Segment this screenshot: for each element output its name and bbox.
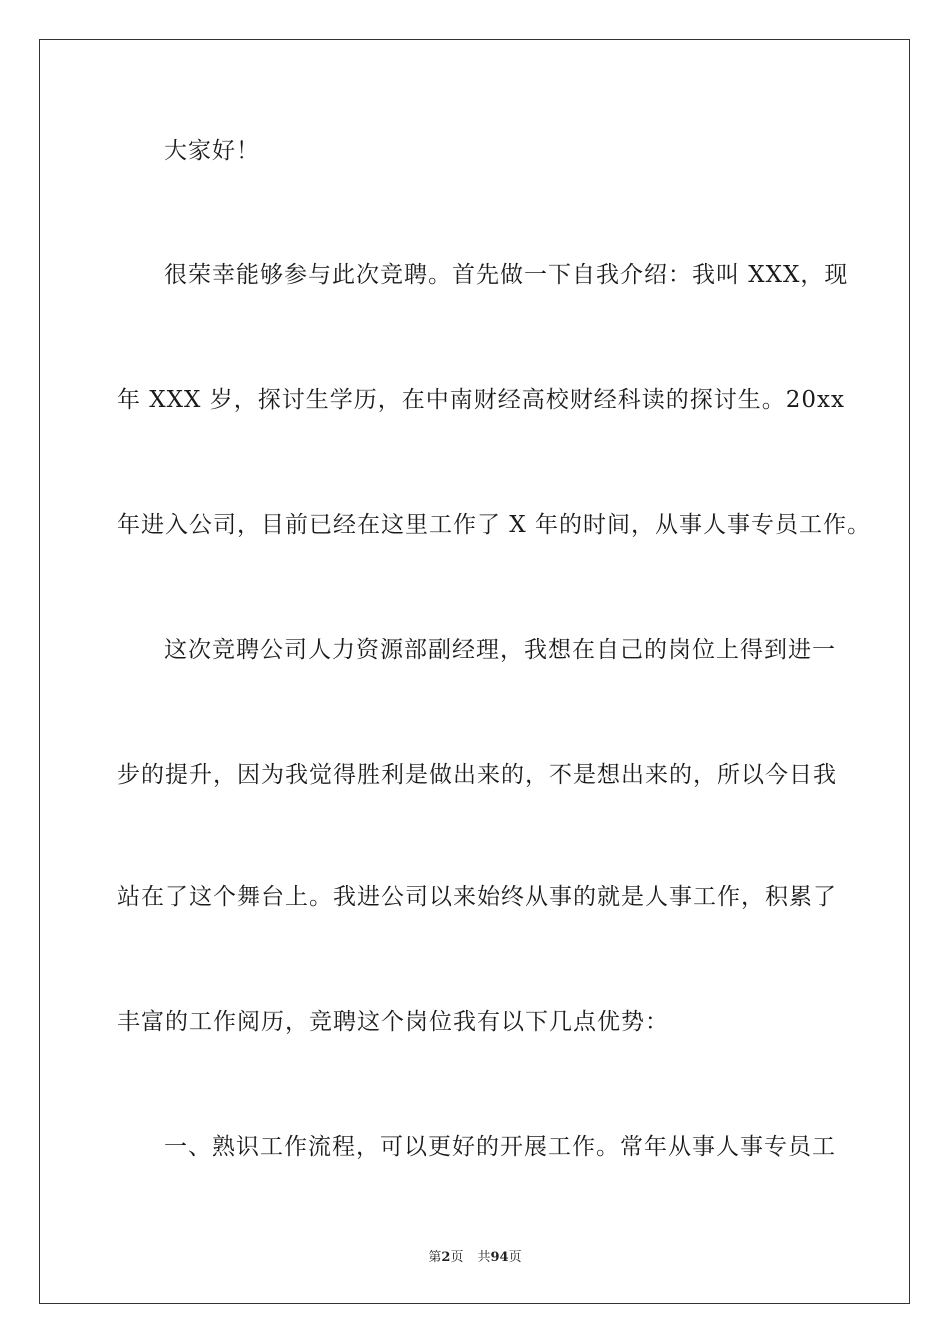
paragraph-line: 很荣幸能够参与此次竞聘。首先做一下自我介绍：我叫 XXX，现	[164, 262, 849, 288]
page-prefix: 第	[428, 1250, 442, 1265]
greeting-line: 大家好！	[164, 138, 260, 164]
paragraph-line: 年进入公司，目前已经在这里工作了 X 年的时间，从事人事专员工作。	[117, 512, 871, 538]
page-border	[39, 39, 910, 1304]
paragraph-line: 步的提升，因为我觉得胜利是做出来的，不是想出来的，所以今日我	[117, 762, 837, 788]
page-footer	[0, 1249, 950, 1267]
total-prefix: 共	[477, 1250, 491, 1265]
paragraph-line: 年 XXX 岁，探讨生学历，在中南财经高校财经科读的探讨生。20xx	[117, 387, 845, 413]
total-suffix: 页	[508, 1250, 522, 1265]
paragraph-line: 一、熟识工作流程，可以更好的开展工作。常年从事人事专员工	[164, 1134, 836, 1160]
page-suffix: 页	[450, 1250, 464, 1265]
paragraph-line: 站在了这个舞台上。我进公司以来始终从事的就是人事工作，积累了	[117, 884, 837, 910]
paragraph-line: 这次竞聘公司人力资源部副经理，我想在自己的岗位上得到进一	[164, 637, 836, 663]
page-number: 2	[441, 1250, 451, 1265]
paragraph-line: 丰富的工作阅历，竞聘这个岗位我有以下几点优势：	[117, 1009, 669, 1035]
total-pages: 94	[490, 1250, 509, 1265]
